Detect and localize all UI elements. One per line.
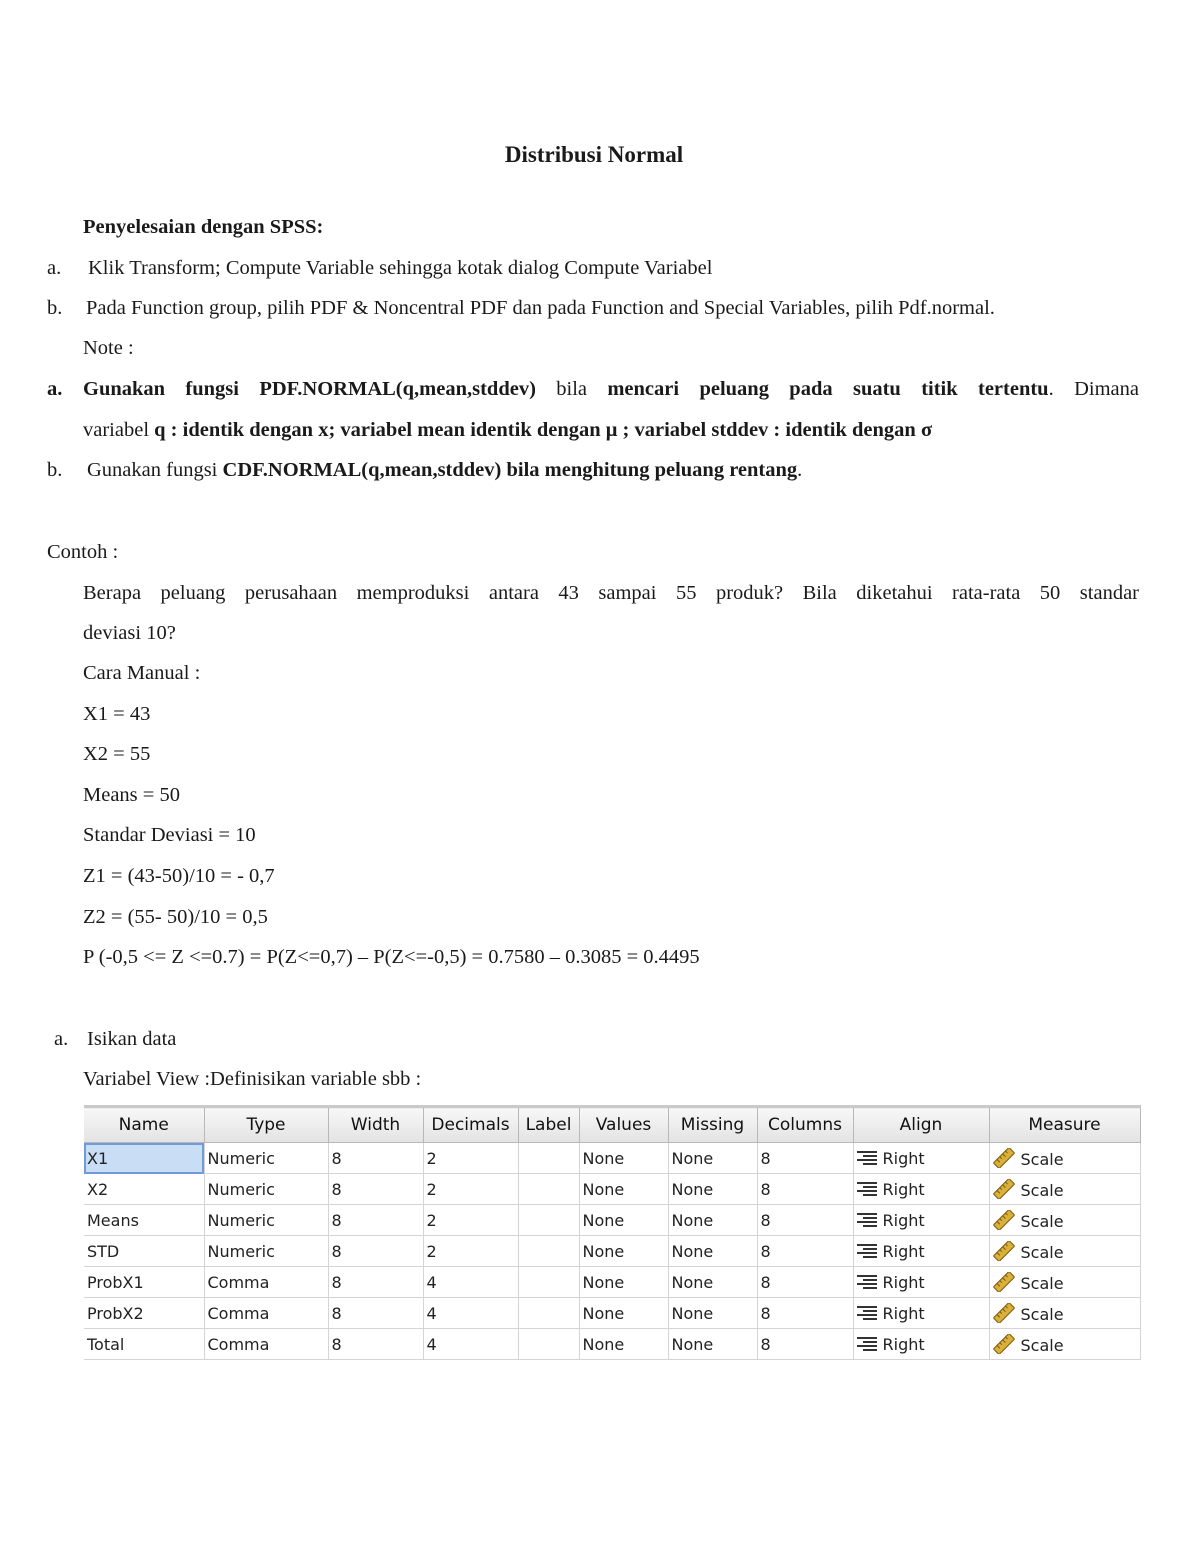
cell-type[interactable] <box>204 1267 328 1298</box>
cell-decimals-text: 2 <box>426 1241 437 1261</box>
cell-measure[interactable] <box>989 1267 1140 1298</box>
cell-width[interactable] <box>328 1267 423 1298</box>
cell-label[interactable] <box>518 1236 579 1267</box>
ruler-scale-icon <box>993 1210 1015 1230</box>
align-right-icon <box>857 1336 877 1350</box>
cell-measure-text: Scale <box>1020 1304 1064 1324</box>
col-header-name[interactable]: Name <box>84 1107 204 1143</box>
cell-columns-text: 8 <box>760 1210 771 1230</box>
cell-missing-text: None <box>671 1272 714 1292</box>
cell-missing-text: None <box>671 1241 714 1261</box>
cell-align-text: Right <box>882 1148 925 1168</box>
col-header-label[interactable]: Label <box>518 1107 579 1143</box>
note-a-purpose: mencari peluang pada suatu titik tertentu <box>607 378 1049 400</box>
cell-name-text: Total <box>87 1334 125 1354</box>
note-b-t2: . <box>797 459 803 481</box>
isikan-marker: a. <box>54 1028 69 1050</box>
table-row <box>84 1143 1140 1174</box>
ruler-scale-icon <box>993 1334 1015 1354</box>
variable-view-table <box>84 1105 1141 1360</box>
note-a-func: Gunakan fungsi PDF.NORMAL(q,mean,stddev) <box>83 378 536 400</box>
col-header-decimals[interactable]: Decimals <box>423 1107 518 1143</box>
cell-name[interactable] <box>84 1298 204 1329</box>
cell-width[interactable] <box>328 1205 423 1236</box>
cell-align-text: Right <box>882 1210 925 1230</box>
cell-values[interactable] <box>579 1174 668 1205</box>
cell-missing[interactable] <box>668 1267 757 1298</box>
align-right-icon <box>857 1305 877 1319</box>
align-right-icon <box>857 1243 877 1257</box>
note-a-t1: bila <box>535 378 608 400</box>
cell-label[interactable] <box>518 1143 579 1174</box>
cell-values-text: None <box>582 1148 625 1168</box>
cell-align-text: Right <box>882 1241 925 1261</box>
note-a-line2-t1: variabel <box>83 419 155 441</box>
cell-decimals-text: 2 <box>426 1210 437 1230</box>
cell-columns-text: 8 <box>760 1334 771 1354</box>
cell-measure[interactable] <box>989 1205 1140 1236</box>
cell-name[interactable] <box>84 1236 204 1267</box>
cell-values[interactable] <box>579 1236 668 1267</box>
col-header-columns[interactable]: Columns <box>757 1107 853 1143</box>
col-header-measure[interactable]: Measure <box>989 1107 1140 1143</box>
cell-missing-text: None <box>671 1148 714 1168</box>
table-row <box>84 1267 1140 1298</box>
col-header-width[interactable]: Width <box>328 1107 423 1143</box>
col-header-values[interactable]: Values <box>579 1107 668 1143</box>
cell-columns[interactable] <box>757 1329 853 1360</box>
step-b-marker: b. <box>47 297 63 319</box>
varview-label: Variabel View :Definisikan variable sbb : <box>83 1068 422 1090</box>
cell-width-text: 8 <box>331 1241 342 1261</box>
contoh-label: Contoh : <box>47 541 119 563</box>
cell-missing[interactable] <box>668 1236 757 1267</box>
cell-align[interactable] <box>853 1174 989 1205</box>
cell-align[interactable] <box>853 1236 989 1267</box>
cell-columns-text: 8 <box>760 1272 771 1292</box>
note-a-line1 <box>83 374 1139 404</box>
manual-x1: X1 = 43 <box>83 703 151 725</box>
cell-values-text: None <box>582 1179 625 1199</box>
cell-columns-text: 8 <box>760 1303 771 1323</box>
cell-align[interactable] <box>853 1205 989 1236</box>
manual-z2: Z2 = (55- 50)/10 = 0,5 <box>83 906 268 928</box>
cell-measure-text: Scale <box>1020 1273 1064 1293</box>
cell-columns[interactable] <box>757 1298 853 1329</box>
table-row <box>84 1236 1140 1267</box>
cell-missing[interactable] <box>668 1205 757 1236</box>
cell-decimals-text: 4 <box>426 1303 437 1323</box>
note-b-marker: b. <box>47 459 63 481</box>
step-a-marker: a. <box>47 257 62 279</box>
cell-width-text: 8 <box>331 1272 342 1292</box>
question-line2: deviasi 10? <box>83 622 176 644</box>
cell-measure-text: Scale <box>1020 1335 1064 1355</box>
cell-decimals[interactable] <box>423 1143 518 1174</box>
cell-decimals-text: 4 <box>426 1334 437 1354</box>
ruler-scale-icon <box>993 1241 1015 1261</box>
cell-name-text: ProbX2 <box>87 1303 144 1323</box>
cell-name-text: ProbX1 <box>87 1272 144 1292</box>
cell-measure[interactable] <box>989 1174 1140 1205</box>
cell-align[interactable] <box>853 1329 989 1360</box>
ruler-scale-icon <box>993 1148 1015 1168</box>
cell-align-text: Right <box>882 1179 925 1199</box>
cell-missing[interactable] <box>668 1329 757 1360</box>
cell-width-text: 8 <box>331 1148 342 1168</box>
cell-columns[interactable] <box>757 1236 853 1267</box>
manual-std: Standar Deviasi = 10 <box>83 824 256 846</box>
cell-type[interactable] <box>204 1143 328 1174</box>
cell-label[interactable] <box>518 1267 579 1298</box>
manual-x2: X2 = 55 <box>83 743 151 765</box>
cell-name-text: STD <box>87 1241 120 1261</box>
manual-z1: Z1 = (43-50)/10 = - 0,7 <box>83 865 275 887</box>
cell-type-text: Numeric <box>207 1179 275 1199</box>
cell-decimals[interactable] <box>423 1174 518 1205</box>
cell-type[interactable] <box>204 1298 328 1329</box>
question-line1: Berapa peluang perusahaan memproduksi antara 43 sampai 55 produk? Bila diketahui rata-rata 50 standar <box>83 582 1139 604</box>
cell-values[interactable] <box>579 1267 668 1298</box>
cell-measure-text: Scale <box>1020 1149 1064 1169</box>
document-title: Distribusi Normal <box>504 142 684 167</box>
cell-type-text: Numeric <box>207 1148 275 1168</box>
cell-missing[interactable] <box>668 1298 757 1329</box>
cell-missing[interactable] <box>668 1174 757 1205</box>
cell-missing-text: None <box>671 1179 714 1199</box>
cell-missing-text: None <box>671 1210 714 1230</box>
note-b-func: CDF.NORMAL(q,mean,stddev) bila menghitung peluang rentang <box>222 459 798 481</box>
cell-width[interactable] <box>328 1329 423 1360</box>
cell-decimals-text: 2 <box>426 1179 437 1199</box>
cell-measure[interactable] <box>989 1143 1140 1174</box>
cell-measure-text: Scale <box>1020 1242 1064 1262</box>
cell-columns[interactable] <box>757 1174 853 1205</box>
cell-columns-text: 8 <box>760 1148 771 1168</box>
cell-decimals-text: 2 <box>426 1148 437 1168</box>
cell-type-text: Numeric <box>207 1210 275 1230</box>
cell-width-text: 8 <box>331 1303 342 1323</box>
cell-values[interactable] <box>579 1298 668 1329</box>
cell-label[interactable] <box>518 1298 579 1329</box>
header-row <box>84 1107 1140 1143</box>
cell-width-text: 8 <box>331 1179 342 1199</box>
table-row <box>84 1298 1140 1329</box>
cell-measure[interactable] <box>989 1329 1140 1360</box>
cell-columns[interactable] <box>757 1205 853 1236</box>
cell-measure-text: Scale <box>1020 1211 1064 1231</box>
manual-means: Means = 50 <box>83 784 180 806</box>
note-a-marker: a. <box>47 378 63 400</box>
cell-name[interactable] <box>84 1267 204 1298</box>
ruler-scale-icon <box>993 1303 1015 1323</box>
cell-type[interactable] <box>204 1329 328 1360</box>
cell-width-text: 8 <box>331 1210 342 1230</box>
cell-type[interactable] <box>204 1205 328 1236</box>
ruler-scale-icon <box>993 1179 1015 1199</box>
note-label: Note : <box>83 337 134 359</box>
cell-name[interactable] <box>84 1205 204 1236</box>
cell-decimals[interactable] <box>423 1298 518 1329</box>
cell-decimals[interactable] <box>423 1267 518 1298</box>
cell-width[interactable] <box>328 1236 423 1267</box>
note-a-line2 <box>83 415 932 445</box>
step-a-text: Klik Transform; Compute Variable sehingga kotak dialog Compute Variabel <box>88 257 713 279</box>
cell-values[interactable] <box>579 1143 668 1174</box>
align-right-icon <box>857 1150 877 1164</box>
cell-missing-text: None <box>671 1334 714 1354</box>
align-right-icon <box>857 1181 877 1195</box>
cell-name[interactable] <box>84 1329 204 1360</box>
cell-columns[interactable] <box>757 1267 853 1298</box>
ruler-scale-icon <box>993 1272 1015 1292</box>
cell-values[interactable] <box>579 1329 668 1360</box>
cell-width-text: 8 <box>331 1334 342 1354</box>
cell-align-text: Right <box>882 1272 925 1292</box>
manual-label: Cara Manual : <box>83 662 201 684</box>
cell-width[interactable] <box>328 1143 423 1174</box>
cell-type[interactable] <box>204 1236 328 1267</box>
cell-name-text: X2 <box>87 1179 109 1199</box>
cell-values-text: None <box>582 1303 625 1323</box>
cell-decimals[interactable] <box>423 1205 518 1236</box>
cell-decimals-text: 4 <box>426 1272 437 1292</box>
table-row <box>84 1174 1140 1205</box>
cell-align[interactable] <box>853 1267 989 1298</box>
cell-align[interactable] <box>853 1143 989 1174</box>
cell-label[interactable] <box>518 1329 579 1360</box>
cell-values-text: None <box>582 1210 625 1230</box>
step-b-text: Pada Function group, pilih PDF & Noncentral PDF dan pada Function and Special Variables, pilih Pdf.normal. <box>86 297 995 319</box>
col-header-align[interactable]: Align <box>853 1107 989 1143</box>
note-a-t2: . Dimana <box>1048 378 1139 400</box>
cell-values-text: None <box>582 1272 625 1292</box>
cell-values[interactable] <box>579 1205 668 1236</box>
table-row <box>84 1205 1140 1236</box>
cell-name[interactable] <box>84 1143 204 1174</box>
cell-width[interactable] <box>328 1174 423 1205</box>
cell-decimals[interactable] <box>423 1236 518 1267</box>
cell-label[interactable] <box>518 1174 579 1205</box>
cell-type-text: Comma <box>207 1272 270 1292</box>
cell-measure[interactable] <box>989 1298 1140 1329</box>
col-header-missing[interactable]: Missing <box>668 1107 757 1143</box>
align-right-icon <box>857 1212 877 1226</box>
cell-label[interactable] <box>518 1205 579 1236</box>
cell-decimals[interactable] <box>423 1329 518 1360</box>
cell-align[interactable] <box>853 1298 989 1329</box>
cell-columns-text: 8 <box>760 1179 771 1199</box>
table-row <box>84 1329 1140 1360</box>
cell-type-text: Comma <box>207 1334 270 1354</box>
cell-columns[interactable] <box>757 1143 853 1174</box>
spss-variable-view <box>84 1105 1140 1360</box>
cell-values-text: None <box>582 1241 625 1261</box>
cell-values-text: None <box>582 1334 625 1354</box>
cell-missing-text: None <box>671 1303 714 1323</box>
cell-missing[interactable] <box>668 1143 757 1174</box>
cell-columns-text: 8 <box>760 1241 771 1261</box>
note-b-text <box>87 455 802 485</box>
cell-measure[interactable] <box>989 1236 1140 1267</box>
cell-type-text: Comma <box>207 1303 270 1323</box>
cell-width[interactable] <box>328 1298 423 1329</box>
cell-measure-text: Scale <box>1020 1180 1064 1200</box>
cell-name[interactable] <box>84 1174 204 1205</box>
note-a-line2-bold: q : identik dengan x; variabel mean identik dengan μ ; variabel stddev : identik dengan σ <box>154 419 933 441</box>
align-right-icon <box>857 1274 877 1288</box>
cell-name-text: Means <box>87 1210 139 1230</box>
cell-type-text: Numeric <box>207 1241 275 1261</box>
cell-type[interactable] <box>204 1174 328 1205</box>
col-header-type[interactable]: Type <box>204 1107 328 1143</box>
cell-align-text: Right <box>882 1334 925 1354</box>
note-b-t1: Gunakan fungsi <box>87 459 223 481</box>
section-heading: Penyelesaian dengan SPSS: <box>83 216 324 238</box>
cell-align-text: Right <box>882 1303 925 1323</box>
manual-probability: P (-0,5 <= Z <=0.7) = P(Z<=0,7) – P(Z<=-0,5) = 0.7580 – 0.3085 = 0.4495 <box>83 946 700 968</box>
cell-name-text: X1 <box>87 1148 109 1168</box>
isikan-text: Isikan data <box>87 1028 177 1050</box>
